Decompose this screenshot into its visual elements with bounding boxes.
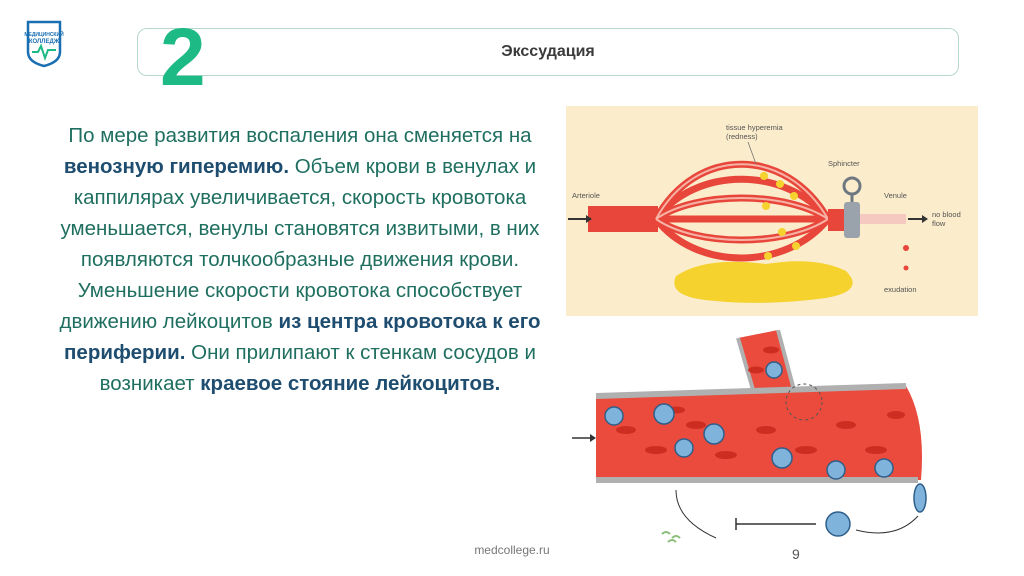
venule-vessel bbox=[860, 214, 906, 224]
label-sphincter: Sphincter bbox=[828, 159, 860, 168]
hyperemia-diagram bbox=[566, 106, 978, 316]
svg-text:КОЛЛЕДЖ: КОЛЛЕДЖ bbox=[28, 39, 60, 45]
highlight-periphery: из центра кровотока к его периферии. bbox=[64, 310, 541, 364]
text-part-1: По мере развития воспаления она сменяется на bbox=[68, 124, 532, 147]
label-hyperemia: tissue hyperemia bbox=[726, 123, 783, 132]
body-text bbox=[40, 120, 560, 399]
college-logo bbox=[22, 18, 66, 68]
label-flow: flow bbox=[932, 219, 946, 228]
arteriole-vessel bbox=[588, 206, 658, 232]
sphincter-valve bbox=[844, 202, 860, 238]
label-redness: (redness) bbox=[726, 132, 758, 141]
svg-text:МЕДИЦИНСКИЙ: МЕДИЦИНСКИЙ bbox=[24, 32, 64, 38]
label-venule: Venule bbox=[884, 191, 907, 200]
highlight-venous-hyperemia: венозную гиперемию. bbox=[63, 155, 290, 178]
page-number: 9 bbox=[792, 546, 800, 562]
text-part-2: Объем крови в венулах и каппилярах увеличивается, скорость кровотока уменьшается, венулы становятся извитыми, в них появляются толчкообразные движения крови. Уменьшение скорости кровотока способствует движению лейкоцитов bbox=[59, 155, 540, 333]
exudate-puddle bbox=[674, 261, 852, 303]
label-arteriole: Arteriole bbox=[572, 191, 600, 200]
tissue-leukocyte bbox=[826, 512, 850, 536]
slide-title: Экссудация bbox=[501, 43, 595, 60]
leukocyte-vessel-diagram bbox=[566, 330, 966, 545]
footer-site: medcollege.ru bbox=[474, 543, 550, 557]
highlight-marginal-standing: краевое стояние лейкоцитов. bbox=[200, 372, 501, 395]
bacteria bbox=[662, 532, 680, 542]
vessel-lumen bbox=[596, 386, 922, 480]
text-part-3: Они прилипают к стенкам сосудов и возникает bbox=[99, 341, 536, 395]
slide-number: 2 bbox=[160, 12, 206, 103]
label-exudation: exudation bbox=[884, 285, 917, 294]
label-no-blood: no blood bbox=[932, 210, 961, 219]
